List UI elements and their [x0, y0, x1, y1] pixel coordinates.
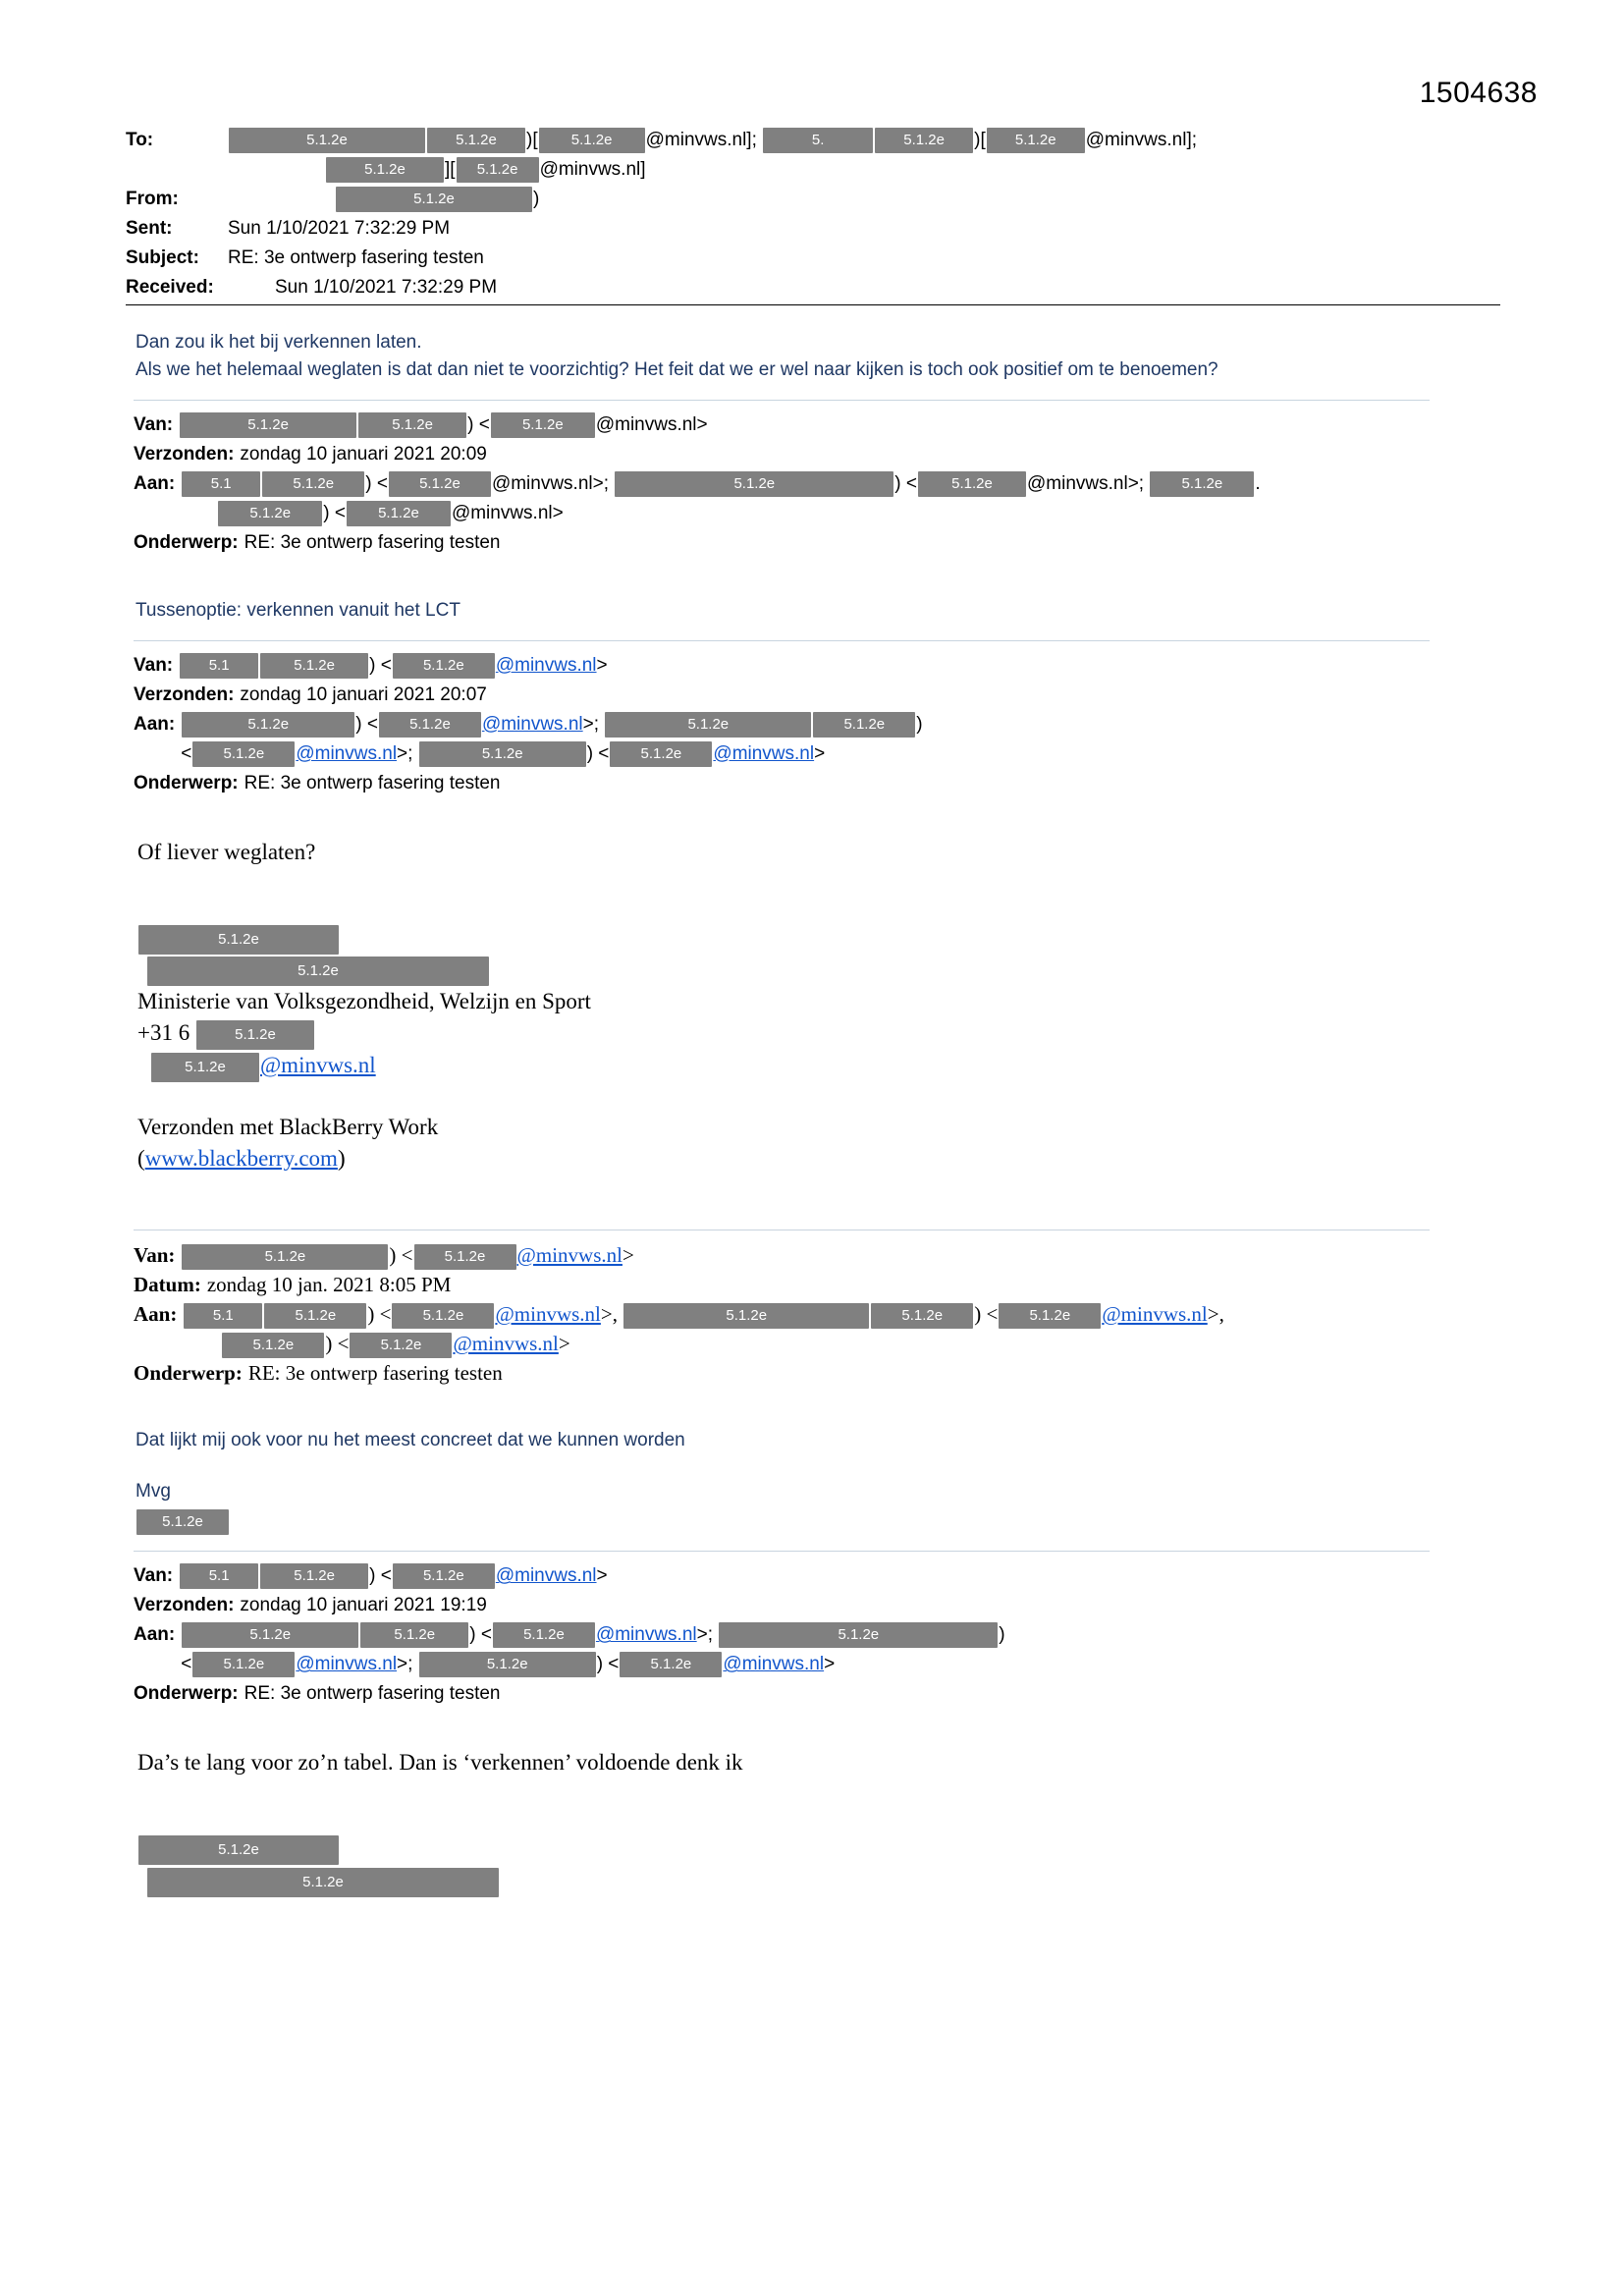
- redaction-block: 5.1.2e: [182, 1622, 358, 1648]
- email-link[interactable]: @minvws.nl: [495, 1565, 597, 1587]
- signature-role-line: [137, 955, 1500, 987]
- header-row-subject: [126, 244, 1500, 273]
- signature-phone-line: [137, 1017, 1500, 1050]
- email-link[interactable]: @minvws.nl: [516, 1242, 623, 1267]
- quote-4-van-row: [134, 1561, 1500, 1591]
- email-link[interactable]: @minvws.nl: [296, 743, 398, 764]
- redaction-block: 5.1.2e: [392, 1303, 494, 1329]
- van-label: Van:: [134, 414, 174, 435]
- received-value: Sun 1/10/2021 7:32:29 PM: [275, 277, 498, 298]
- email-link[interactable]: @minvws.nl: [723, 1654, 825, 1675]
- quote-4-signature: [137, 1832, 1500, 1896]
- aan-value: 5.1 5.1.2e ) < 5.1.2e @minvws.nl>, 5.1.2e 5.1.2e ) < 5.1.2e @minvws.nl>, 5.1.2e ) < 5.1.2e @minvws.nl>: [183, 1299, 1500, 1358]
- redaction-block: 5.1.2e: [620, 1652, 722, 1677]
- quote-4-aan-row: [134, 1620, 1500, 1679]
- signature-name-line: [137, 1832, 1500, 1865]
- van-value: 5.1.2e ) < 5.1.2e @minvws.nl>: [181, 1240, 1500, 1270]
- email-link[interactable]: @minvws.nl: [713, 743, 815, 764]
- redaction-block: 5.1.2e: [719, 1622, 998, 1648]
- email-link[interactable]: @minvws.nl: [495, 1302, 601, 1327]
- aan-label: Aan:: [134, 714, 176, 735]
- quote-3-meta: [134, 1240, 1500, 1389]
- redaction-block: 5.1.2e: [264, 1303, 366, 1329]
- subject-value: RE: 3e ontwerp fasering testen: [228, 247, 484, 268]
- redaction-block: 5.1.2e: [987, 128, 1085, 153]
- quote-3-datum-row: [134, 1270, 1500, 1299]
- quote-divider: [134, 1551, 1430, 1552]
- redaction-block: 5.1.2e: [539, 128, 645, 153]
- van-label: Van:: [134, 1565, 174, 1587]
- header-row-to: [126, 126, 1500, 185]
- redaction-block: 5.1.2e: [180, 412, 356, 438]
- redaction-block: 5.1.2e: [147, 957, 489, 986]
- redaction-block: 5.1.2e: [393, 653, 495, 679]
- to-tail-2: @minvws.nl];: [1085, 130, 1197, 150]
- received-label: Received:: [126, 277, 214, 298]
- redaction-block: 5.1.2e: [151, 1053, 259, 1082]
- quote-3-text: Dat lijkt mij ook voor nu het meest concreet dat we kunnen worden: [135, 1430, 685, 1451]
- email-link[interactable]: @minvws.nl: [453, 1332, 559, 1356]
- redaction-block: 5.1.2e: [138, 925, 339, 955]
- quote-2-aan-row: [134, 710, 1500, 769]
- redaction-block: 5.1.2e: [192, 741, 295, 767]
- redaction-block: 5.1: [184, 1303, 262, 1329]
- email-link[interactable]: @minvws.nl: [296, 1654, 398, 1675]
- from-label: From:: [126, 189, 179, 209]
- redaction-block: 5.1.2e: [393, 1563, 495, 1589]
- redaction-block: 5.1: [180, 653, 258, 679]
- signature-role-line: [137, 1865, 1500, 1897]
- redaction-block: 5.1.2e: [491, 412, 595, 438]
- onderwerp-label: Onderwerp:: [134, 1683, 239, 1705]
- aan-value: 5.1.2e ) < 5.1.2e @minvws.nl>; 5.1.2e 5.1.2e ) < 5.1.2e @minvws.nl>; 5.1.2e ) < 5.1.2e @minvws.nl>: [181, 710, 1500, 769]
- sent-value: Sun 1/10/2021 7:32:29 PM: [228, 218, 451, 239]
- onderwerp-label: Onderwerp:: [134, 532, 239, 553]
- redaction-block: 5.1.2e: [260, 1563, 368, 1589]
- redaction-block: 5.1.2e: [182, 1244, 388, 1270]
- redaction-block: 5.1.2e: [615, 471, 893, 497]
- email-link[interactable]: @minvws.nl: [495, 655, 597, 676]
- redaction-block: 5.1.2e: [136, 1509, 229, 1535]
- redaction-block: 5.1.2e: [414, 1244, 516, 1270]
- quote-divider: [134, 640, 1430, 641]
- redaction-block: 5.1.2e: [1150, 471, 1254, 497]
- redaction-block: 5.1.2e: [623, 1303, 869, 1329]
- redaction-block: 5.1.2e: [147, 1868, 499, 1897]
- quote-3-van-row: [134, 1240, 1500, 1270]
- redaction-block: 5.: [763, 128, 873, 153]
- redaction-block: 5.1.2e: [358, 412, 466, 438]
- aan-value: 5.1.2e 5.1.2e ) < 5.1.2e @minvws.nl>; 5.1.2e ) < 5.1.2e @minvws.nl>; 5.1.2e ) < 5.1.2e @minvws.nl>: [181, 1620, 1500, 1679]
- signature-block: [137, 922, 1500, 1175]
- quote-3-onderwerp-row: [134, 1358, 1500, 1388]
- quote-4-verzonden-row: [134, 1591, 1500, 1620]
- email-link[interactable]: @minvws.nl: [260, 1053, 376, 1078]
- reply-line-1: Dan zou ik het bij verkennen laten.: [135, 332, 422, 353]
- onderwerp-value: RE: 3e ontwerp fasering testen: [247, 1361, 503, 1386]
- reply-line-2: Als we het helemaal weglaten is dat dan niet te voorzichtig? Het feit dat we er wel naar kijken is toch ook positief om te benoemen?: [135, 359, 1218, 380]
- blackberry-link[interactable]: www.blackberry.com: [144, 1145, 338, 1171]
- redaction-block: 5.1.2e: [138, 1835, 339, 1865]
- redaction-block: 5.1.2e: [419, 1652, 596, 1677]
- aan-label: Aan:: [134, 1624, 176, 1646]
- to-tail-1: @minvws.nl];: [645, 130, 757, 150]
- redaction-block: 5.1.2e: [218, 501, 322, 526]
- quote-1-meta: [134, 410, 1500, 558]
- verzonden-label: Verzonden:: [134, 684, 235, 705]
- quote-4-meta: [134, 1561, 1500, 1709]
- email-link[interactable]: @minvws.nl: [481, 714, 583, 735]
- quote-2-text: Of liever weglaten?: [137, 840, 316, 864]
- datum-label: Datum:: [134, 1273, 201, 1297]
- aan-value: 5.1 5.1.2e ) < 5.1.2e @minvws.nl>; 5.1.2e ) < 5.1.2e @minvws.nl>; 5.1.2e . 5.1.2e ) < 5.1.2e @minvws.nl>: [181, 469, 1500, 528]
- document-number: 1504638: [1419, 77, 1538, 109]
- quote-3-signoff: Mvg: [135, 1481, 171, 1503]
- sent-with-line: Verzonden met BlackBerry Work: [137, 1114, 439, 1139]
- paren-close: ): [337, 1145, 346, 1171]
- signature-email-line: [137, 1050, 1500, 1082]
- verzonden-value: zondag 10 januari 2021 19:19: [240, 1595, 487, 1616]
- signature-org: Ministerie van Volksgezondheid, Welzijn en Sport: [137, 989, 591, 1014]
- redaction-block: 5.1.2e: [350, 1333, 452, 1358]
- redaction-block: 5.1.2e: [260, 653, 368, 679]
- redaction-block: 5.1: [180, 1563, 258, 1589]
- onderwerp-value: RE: 3e ontwerp fasering testen: [244, 532, 501, 553]
- aan-label: Aan:: [134, 473, 176, 494]
- quote-2-van-row: [134, 651, 1500, 681]
- from-value: 5.1.2e ): [228, 185, 1500, 214]
- redaction-block: 5.1.2e: [336, 187, 532, 212]
- quote-2-verzonden-row: [134, 681, 1500, 710]
- redaction-block: 5.1.2e: [182, 712, 354, 738]
- van-value: 5.1 5.1.2e ) < 5.1.2e @minvws.nl>: [179, 651, 1500, 681]
- sent-label: Sent:: [126, 218, 173, 239]
- redaction-block: 5.1.2e: [360, 1622, 468, 1648]
- redaction-block: 5.1.2e: [813, 712, 915, 738]
- header-row-received: [126, 273, 1500, 302]
- verzonden-value: zondag 10 januari 2021 20:09: [240, 444, 487, 465]
- redaction-block: 5.1.2e: [605, 712, 811, 738]
- email-link[interactable]: @minvws.nl: [595, 1624, 697, 1646]
- verzonden-value: zondag 10 januari 2021 20:07: [240, 684, 487, 705]
- domain-suffix: @minvws.nl>: [595, 414, 708, 435]
- onderwerp-label: Onderwerp:: [134, 1361, 243, 1386]
- to-label: To:: [126, 130, 154, 150]
- onderwerp-value: RE: 3e ontwerp fasering testen: [244, 1683, 501, 1705]
- quote-3-aan-row: [134, 1299, 1500, 1358]
- reply-body: [135, 329, 1500, 384]
- redaction-block: 5.1.2e: [875, 128, 973, 153]
- redaction-block: 5.1.2e: [389, 471, 491, 497]
- redaction-block: 5.1.2e: [999, 1303, 1101, 1329]
- verzonden-label: Verzonden:: [134, 444, 235, 465]
- quote-2-onderwerp-row: [134, 769, 1500, 798]
- subject-label: Subject:: [126, 247, 199, 268]
- email-link[interactable]: @minvws.nl: [1102, 1302, 1208, 1327]
- van-label: Van:: [134, 1242, 176, 1267]
- quote-4-onderwerp-row: [134, 1679, 1500, 1709]
- onderwerp-label: Onderwerp:: [134, 773, 239, 793]
- redaction-block: 5.1.2e: [229, 128, 425, 153]
- redaction-block: 5.1.2e: [196, 1020, 314, 1050]
- to-tail-3: @minvws.nl]: [539, 159, 646, 180]
- quote-1-onderwerp-row: [134, 528, 1500, 558]
- quote-divider: [134, 400, 1430, 401]
- paren-open: (: [137, 1145, 145, 1171]
- van-value: 5.1 5.1.2e ) < 5.1.2e @minvws.nl>: [179, 1561, 1500, 1591]
- redaction-block: 5.1.2e: [918, 471, 1026, 497]
- quote-1-aan-row: [134, 469, 1500, 528]
- redaction-block: 5.1: [182, 471, 260, 497]
- quote-4-text: Da’s te lang voor zo’n tabel. Dan is ‘verkennen’ voldoende denk ik: [137, 1750, 743, 1776]
- quote-1-van-row: [134, 410, 1500, 440]
- redaction-block: 5.1.2e: [427, 128, 525, 153]
- quote-3-signoff-name: [135, 1509, 1500, 1535]
- datum-value: zondag 10 jan. 2021 8:05 PM: [206, 1273, 452, 1297]
- to-value: 5.1.2e 5.1.2e )[ 5.1.2e @minvws.nl]; 5. 5.1.2e )[ 5.1.2e @minvws.nl]; 5.1.2e ][ 5.1.2e @minvws.nl]: [228, 126, 1500, 185]
- redaction-block: 5.1.2e: [347, 501, 451, 526]
- redaction-block: 5.1.2e: [379, 712, 481, 738]
- redaction-block: 5.1.2e: [871, 1303, 973, 1329]
- redaction-block: 5.1.2e: [222, 1333, 324, 1358]
- header-row-from: [126, 185, 1500, 214]
- signature-phone-prefix: +31 6: [137, 1020, 190, 1046]
- redaction-block: 5.1.2e: [419, 741, 586, 767]
- onderwerp-value: RE: 3e ontwerp fasering testen: [244, 773, 501, 793]
- redaction-block: 5.1.2e: [457, 157, 539, 183]
- redaction-block: 5.1.2e: [610, 741, 712, 767]
- header-row-sent: [126, 214, 1500, 244]
- redaction-block: 5.1.2e: [262, 471, 364, 497]
- van-label: Van:: [134, 655, 174, 676]
- quote-1-verzonden-row: [134, 440, 1500, 469]
- email-header: [126, 126, 1500, 305]
- blackberry-line: [137, 1143, 1500, 1175]
- redaction-block: 5.1.2e: [192, 1652, 295, 1677]
- signature-name-line: [137, 922, 1500, 955]
- aan-label: Aan:: [134, 1302, 178, 1327]
- quote-2-meta: [134, 651, 1500, 798]
- van-value: 5.1.2e 5.1.2e ) < 5.1.2e @minvws.nl>: [179, 410, 1500, 440]
- redaction-block: 5.1.2e: [493, 1622, 595, 1648]
- redaction-block: 5.1.2e: [326, 157, 444, 183]
- email-content: [126, 126, 1500, 1897]
- quote-1-text: Tussenoptie: verkennen vanuit het LCT: [135, 600, 460, 621]
- verzonden-label: Verzonden:: [134, 1595, 235, 1616]
